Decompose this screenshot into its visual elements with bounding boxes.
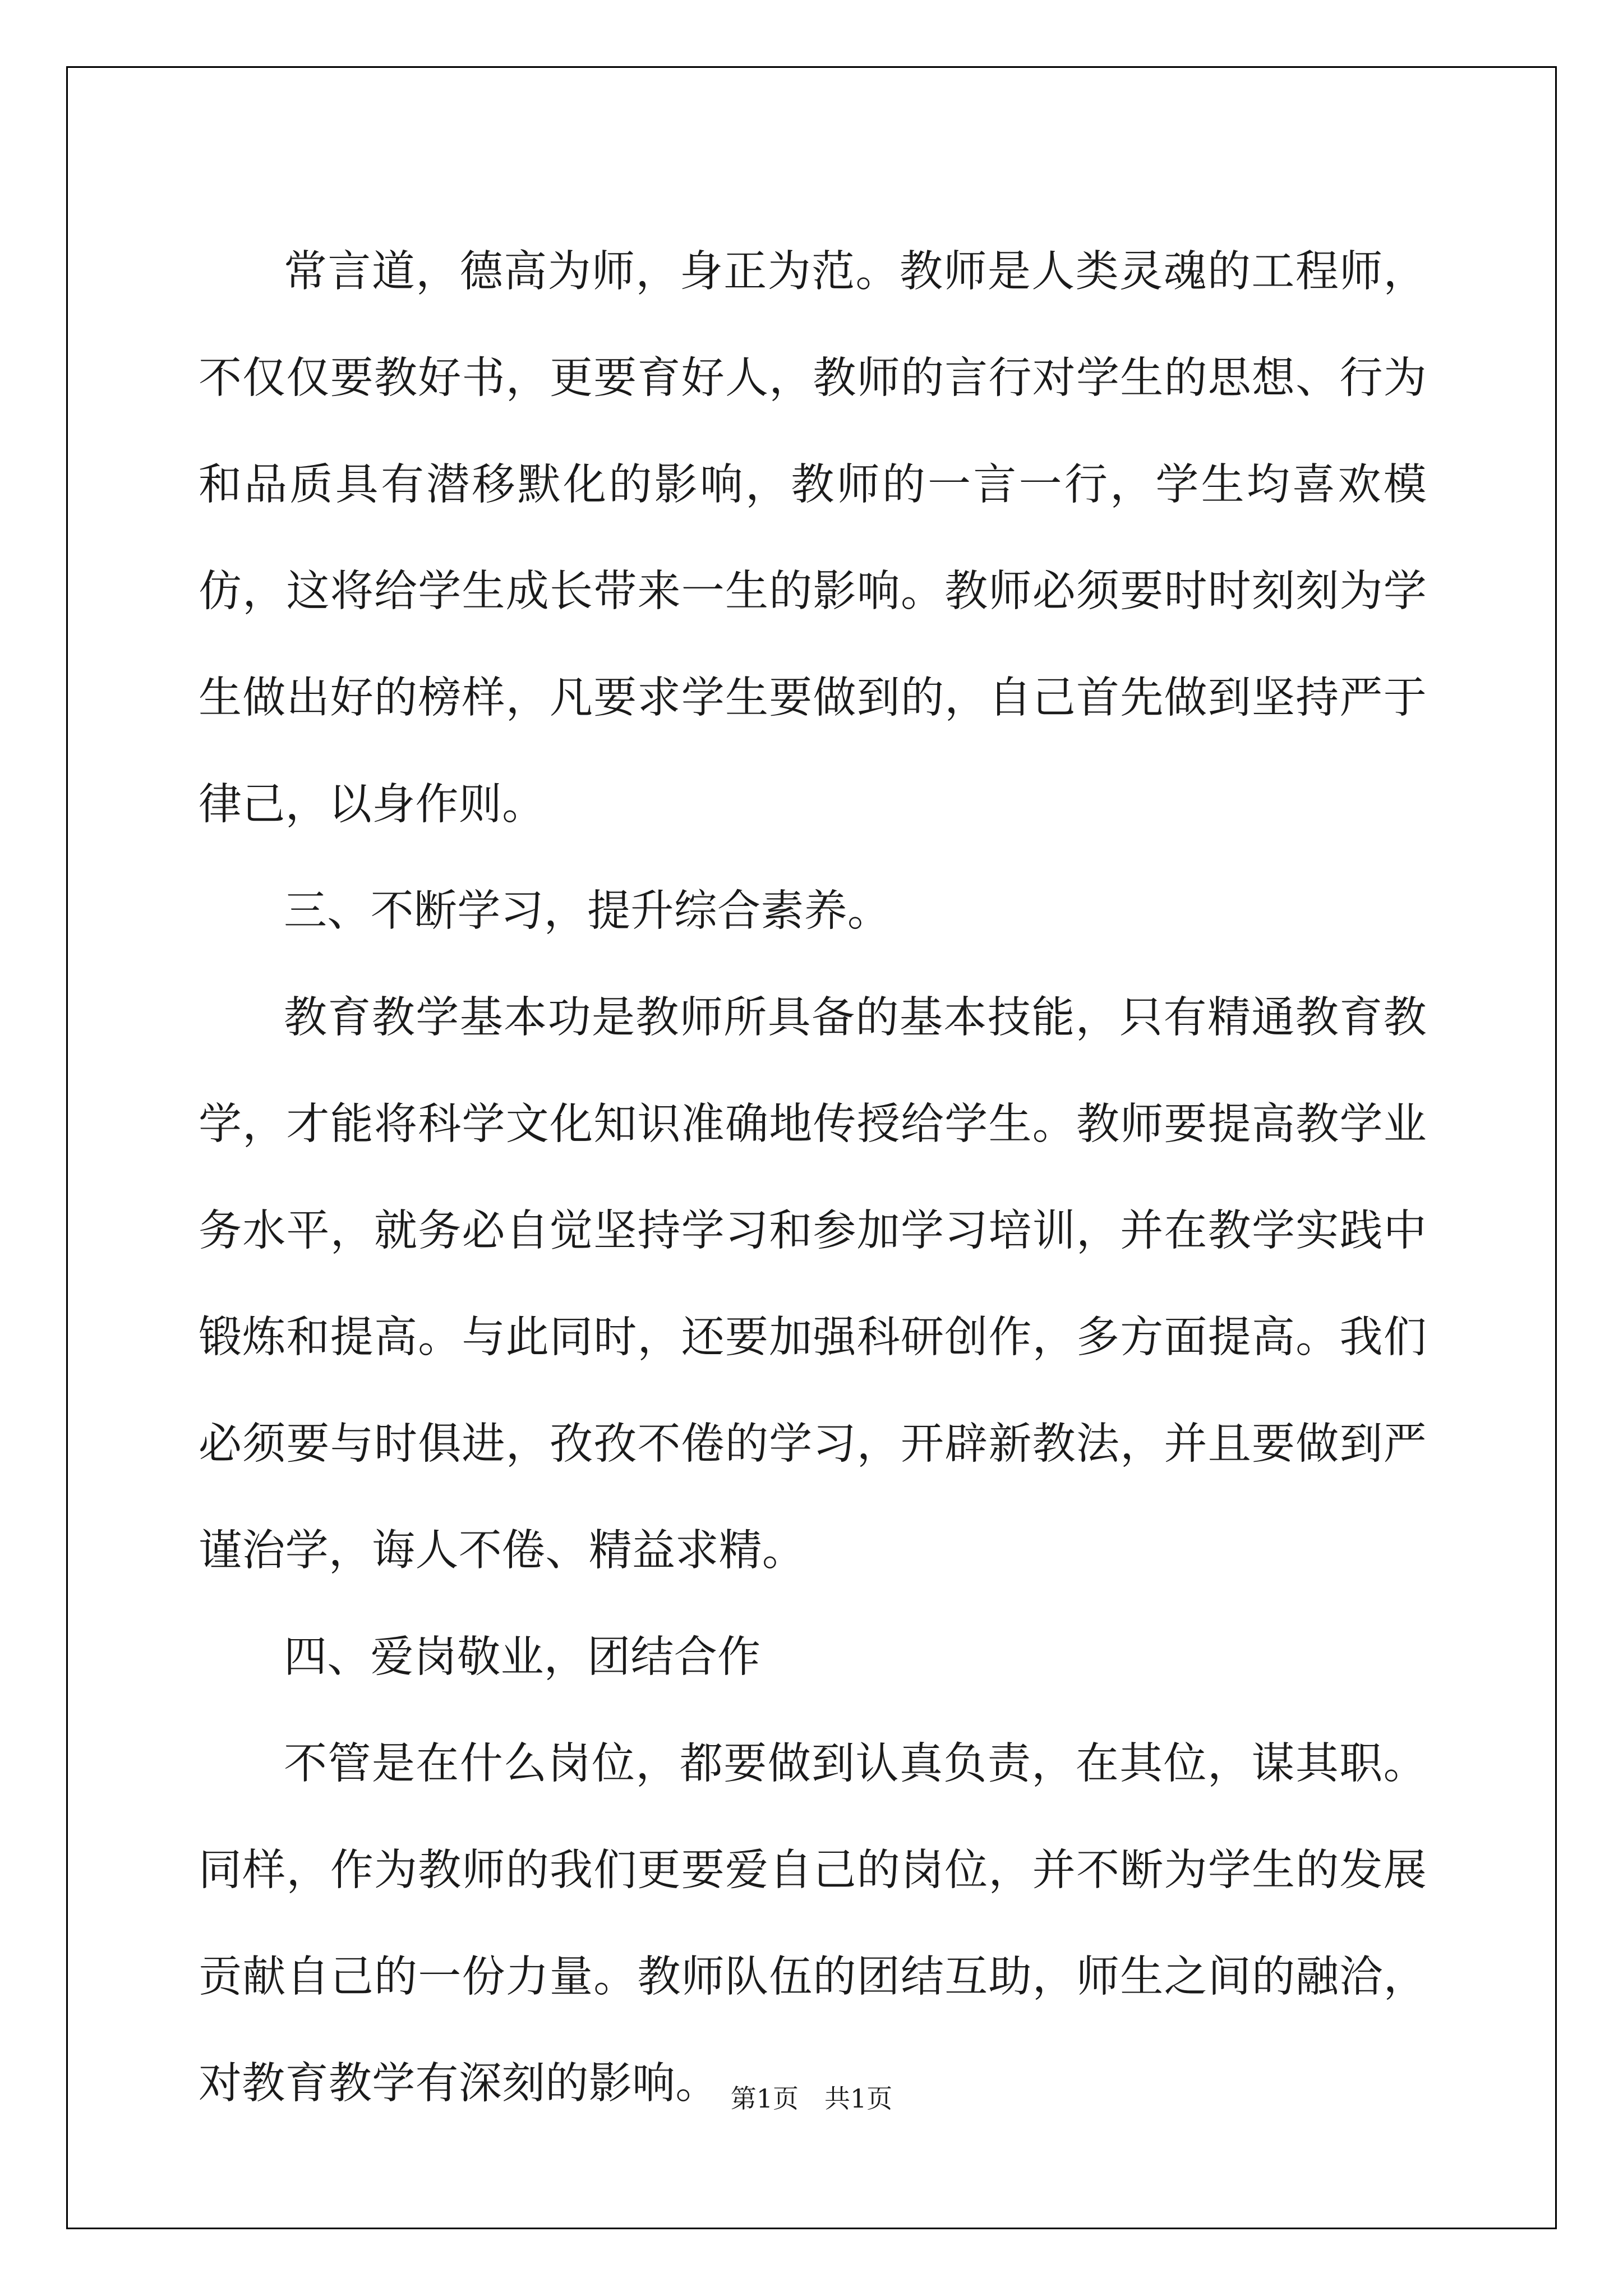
paragraph-ethics: 常言道，德高为师，身正为范。教师是人类灵魂的工程师，不仅仅要教好书，更要育好人，教师的言行对学生的思想、行为和品质具有潜移默化的影响，教师的一言一行，学生均喜欢模仿，这将给学生成长带来一生的影响。教师必须要时时刻刻为学生做出好的榜样，凡要求学生要做到的，自己首先做到坚持严于律己，以身作则。 — [199, 247, 1427, 830]
paragraph-study: 教育教学基本功是教师所具备的基本技能，只有精通教育教学，才能将科学文化知识准确地传授给学生。教师要提高教学业务水平，就务必自觉坚持学习和参加学习培训，并在教学实践中锻炼和提高。与此同时，还要加强科研创作，多方面提高。我们必须要与时俱进，孜孜不倦的学习，开辟新教法，并且要做到严谨治学，诲人不倦、精益求精。 — [199, 993, 1427, 1576]
document-body — [199, 219, 1427, 2137]
section-heading-dedication: 四、爱岗敬业，团结合作 — [284, 1632, 761, 1682]
page-number-footer: 第1页 共1页 — [730, 2083, 893, 2114]
paragraph-dedication: 不管是在什么岗位，都要做到认真负责，在其位，谋其职。同样，作为教师的我们更要爱自己的岗位，并不断为学生的发展贡献自己的一份力量。教师队伍的团结互助，师生之间的融洽，对教育教学有深刻的影响。 — [199, 1739, 1427, 2109]
section-heading-study: 三、不断学习，提升综合素养。 — [284, 886, 891, 936]
